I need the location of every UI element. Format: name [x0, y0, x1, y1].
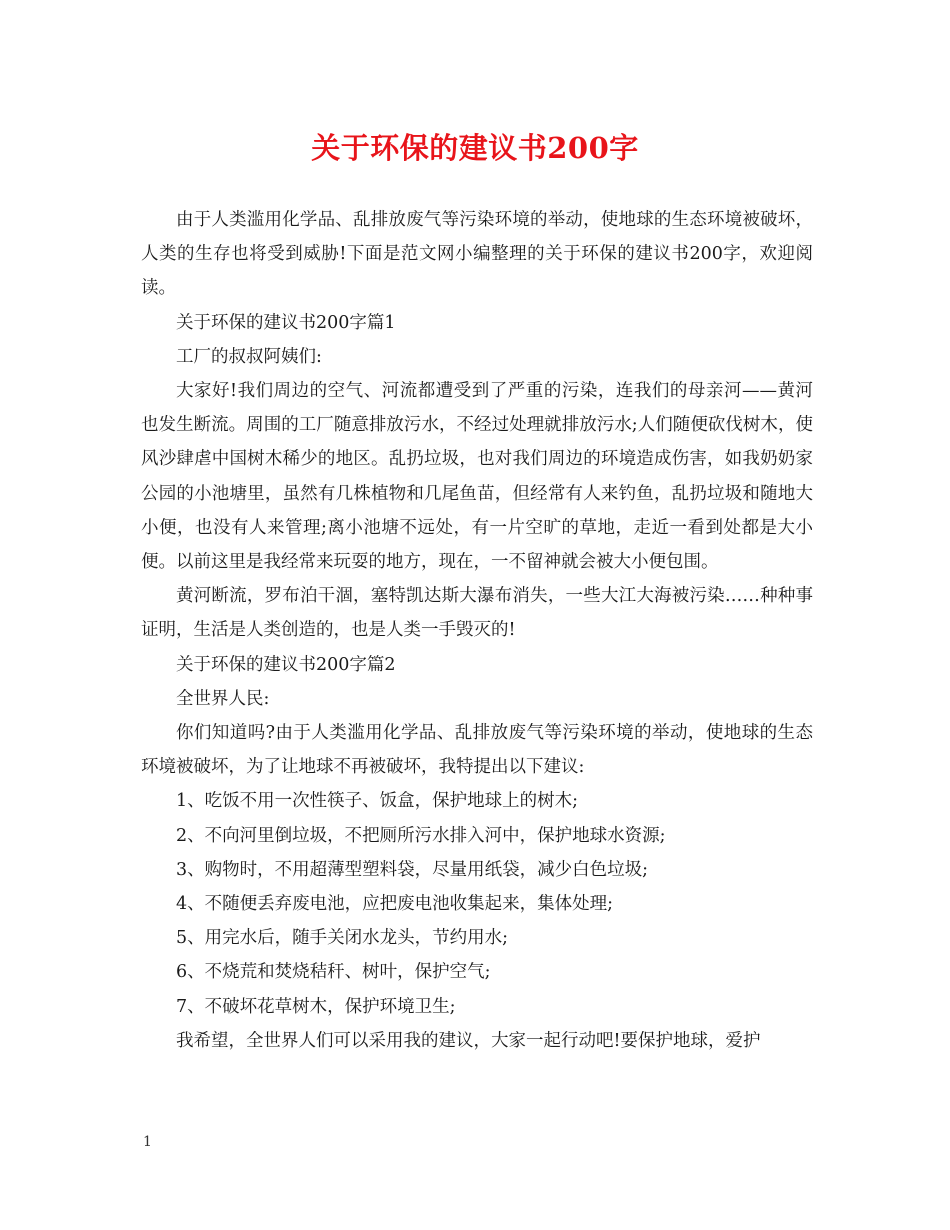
- salutation-1: 工厂的叔叔阿姨们:: [176, 346, 322, 367]
- document-body: [141, 203, 813, 1058]
- list-item: 5、用完水后，随手关闭水龙头，节约用水;: [176, 928, 509, 949]
- paragraph-closing: 我希望，全世界人们可以采用我的建议，大家一起行动吧!要保护地球，爱护: [176, 1030, 761, 1051]
- list-item: 3、购物时，不用超薄型塑料袋，尽量用纸袋，减少白色垃圾;: [176, 859, 649, 880]
- paragraph-intro: 由于人类滥用化学品、乱排放废气等污染环境的举动，使地球的生态环境被破坏，人类的生存也将受到威胁!下面是范文网小编整理的关于环保的建议书200字，欢迎阅读。: [141, 210, 813, 299]
- salutation-2: 全世界人民:: [176, 688, 270, 709]
- list-item: 2、不向河里倒垃圾，不把厕所污水排入河中，保护地球水资源;: [176, 825, 666, 846]
- page-number: 1: [143, 1134, 152, 1150]
- section-heading-2: 关于环保的建议书200字篇2: [176, 654, 396, 675]
- paragraph-body-3: 你们知道吗?由于人类滥用化学品、乱排放废气等污染环境的举动，使地球的生态环境被破坏，为了让地球不再被破坏，我特提出以下建议:: [141, 723, 813, 778]
- list-item: 1、吃饭不用一次性筷子、饭盒，保护地球上的树木;: [176, 791, 579, 812]
- list-item: 7、不破坏花草树木，保护环境卫生;: [176, 996, 456, 1017]
- list-item: 6、不烧荒和焚烧秸秆、树叶，保护空气;: [176, 962, 491, 983]
- list-item: 4、不随便丢弃废电池，应把废电池收集起来，集体处理;: [176, 894, 614, 915]
- paragraph-body-1: 大家好!我们周边的空气、河流都遭受到了严重的污染，连我们的母亲河——黄河也发生断流。周围的工厂随意排放污水，不经过处理就排放污水;人们随便砍伐树木，使风沙肆虐中国树木稀少的地区。乱扔垃圾，也对我们周边的环境造成伤害，如我奶奶家公园的小池塘里，虽然有几株植物和几尾鱼苗，但经常有人来钓鱼，乱扔垃圾和随地大小便，也没有人来管理;离小池塘不远处，有一片空旷的草地，走近一看到处都是大小便。以前这里是我经常来玩耍的地方，现在，一不留神就会被大小便包围。: [141, 381, 813, 573]
- section-heading-1: 关于环保的建议书200字篇1: [176, 312, 396, 333]
- paragraph-body-2: 黄河断流，罗布泊干涸，塞特凯达斯大瀑布消失，一些大江大海被污染……种种事证明，生活是人类创造的，也是人类一手毁灭的!: [141, 586, 813, 641]
- document-title: 关于环保的建议书200字: [311, 131, 639, 165]
